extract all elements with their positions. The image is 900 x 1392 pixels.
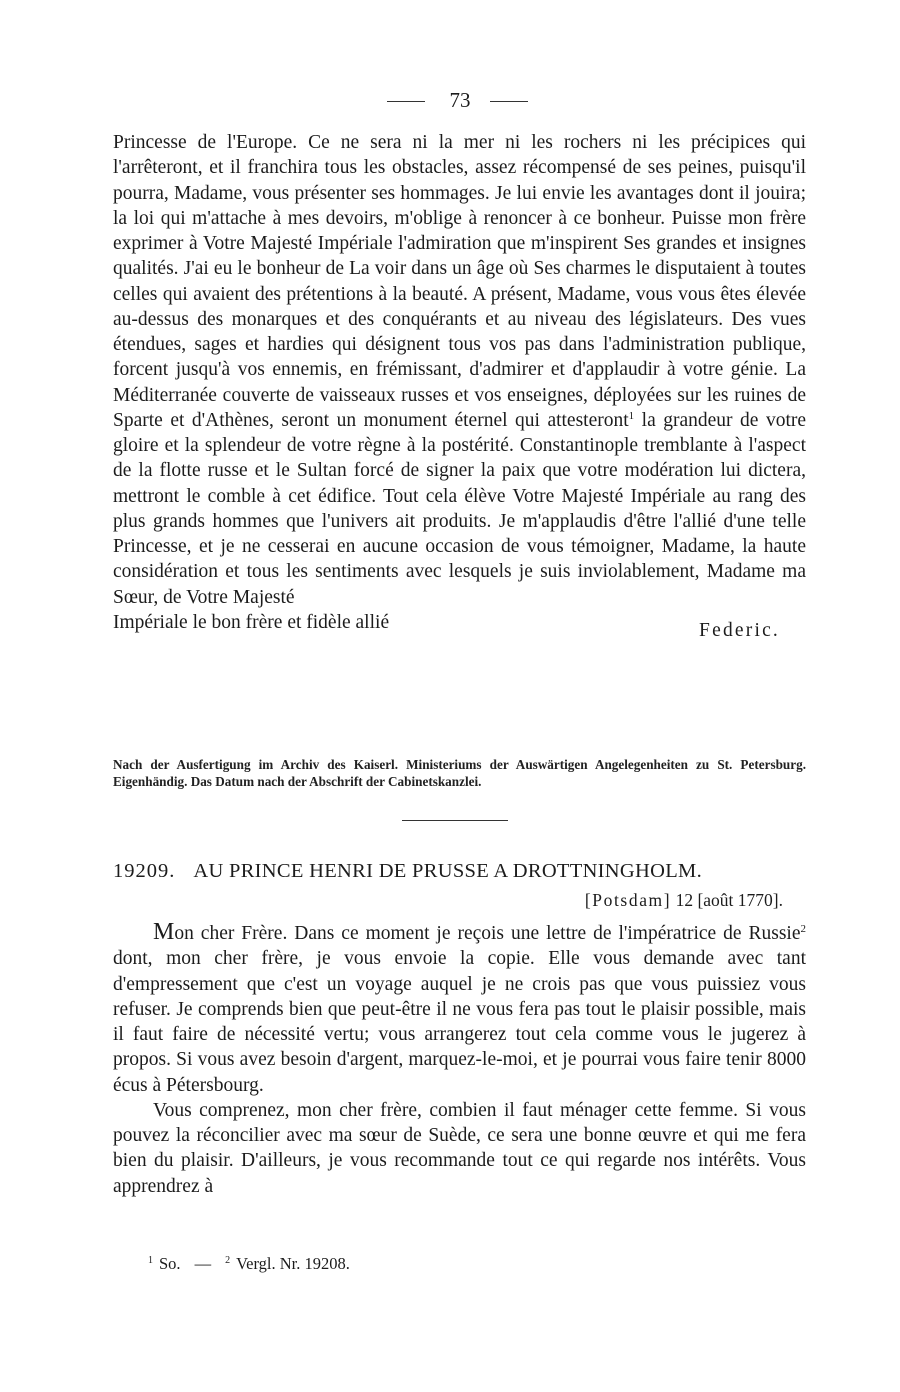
footnote-mark-2: 2 [225,1255,231,1266]
footnote-mark-1: 1 [148,1255,153,1266]
date-text: 12 [août 1770]. [675,890,783,910]
paragraph-1-start: on cher Frère. Dans ce moment je reçois une lettre de l'impératrice de Russie [174,923,801,944]
signature: Federic. [699,619,780,641]
footnote-1: So. [159,1254,181,1273]
header-rule-left [387,101,425,102]
letter-number: 19209. [113,860,176,882]
previous-letter-body [113,130,807,641]
footnote-ref-1: 1 [628,409,635,422]
previous-letter-paragraph [113,130,806,610]
date-place: [Potsdam] [584,890,672,910]
page-number: 73 [449,88,471,112]
letter-paragraph-2: Vous comprenez, mon cher frère, combien il faut ménager cette femme. Si vous pouvez la réconcilier avec ma sœur de Suède, ce sera une bonne œuvre et qui me fera bien du plaisir. D'ailleurs, je vous recommande tout ce qui regarde nos intérêts. Vous apprendrez à [113,1099,806,1197]
letter-heading [113,860,806,883]
footnote-2: Vergl. Nr. 19208. [236,1254,350,1273]
paragraph-text-continued: la grandeur de votre gloire et la splendeur de votre règne à la postérité. Constantinople tremblante à l'aspect de la flotte russe et le Sultan forcé de signer la paix que votre modération lui dictera, mettront le comble à cet édifice. Tout cela élève Votre Majesté Impériale au rang des plus grands hommes que l'univers ait produits. Je m'applaudis d'être l'allié d'une telle Princesse, et je ne cesserai en aucune occasion de vous témoigner, Madame, la haute considération et tous les sentiments avec lesquels je suis inviolablement, Madame ma Sœur, de Votre Majesté [113,409,807,608]
closing-line: Impériale le bon frère et fidèle allié [113,611,390,633]
section-divider [402,820,508,821]
header-rule-right [490,101,528,102]
footnote-separator: — [194,1254,212,1273]
paragraph-1-end: dont, mon cher frère, je vous envoie la copie. Elle vous demande avec tant d'empressement que c'est un voyage auquel je ne crois pas que vous puissiez vous refuser. Je comprends bien que peut-être il ne vous fera pas tout le plaisir possible, mais il faut faire de nécessité vertu; vous arrangerez tout cela comme vous le jugerez à propos. Si vous avez besoin d'argent, marquez-le-moi, et je pourrai vous faire tenir 8000 écus à Pétersbourg. [113,948,806,1096]
letter-body [113,920,806,1199]
footnotes [148,1254,350,1274]
dateline [113,890,783,911]
closing-row [113,610,806,641]
page-header [0,88,900,114]
paragraph-text: Princesse de l'Europe. Ce ne sera ni la mer ni les rochers ni les précipices qui l'arrêteront, et il franchira tous les obstacles, assez récompensé de ses peines, puisqu'il pourra, Madame, vous présenter ses hommages. Je lui envie les avantages dont il jouira; la loi qui m'attache à mes devoirs, m'oblige à renoncer à ce bonheur. Puisse mon frère exprimer à Votre Majesté Impériale l'admiration que m'inspirent Ses grandes et insignes qualités. J'ai eu le bonheur de La voir dans un âge où Ses charmes le disputaient à toutes celles qui avaient des prétentions à la beauté. A présent, Madame, vous vous êtes élevée au-dessus des monarques et des conquérants et au niveau des législateurs. Des vues étendues, sages et hardies qui désignent tous vos pas dans l'administration publique, forcent jusqu'à vos ennemis, en frémissant, d'admirer et d'applaudir à votre génie. La Méditerranée couverte de vaisseaux russes et vos enseignes, déployées sur les ruines de Sparte et d'Athènes, seront un monument éternel qui attesteront [113,132,806,431]
footnote-ref-2: 2 [800,923,806,935]
letter-title: AU PRINCE HENRI DE PRUSSE A DROTTNINGHOLM. [193,860,702,882]
letter-paragraph-1 [113,920,806,1098]
source-note: Nach der Ausfertigung im Archiv des Kaiserl. Ministeriums der Auswärtigen Angelegenheiten zu St. Petersburg. Eigenhändig. Das Datum nach der Abschrift der Cabinetskanzlei. [113,757,806,789]
salutation-initial: M [153,919,175,945]
